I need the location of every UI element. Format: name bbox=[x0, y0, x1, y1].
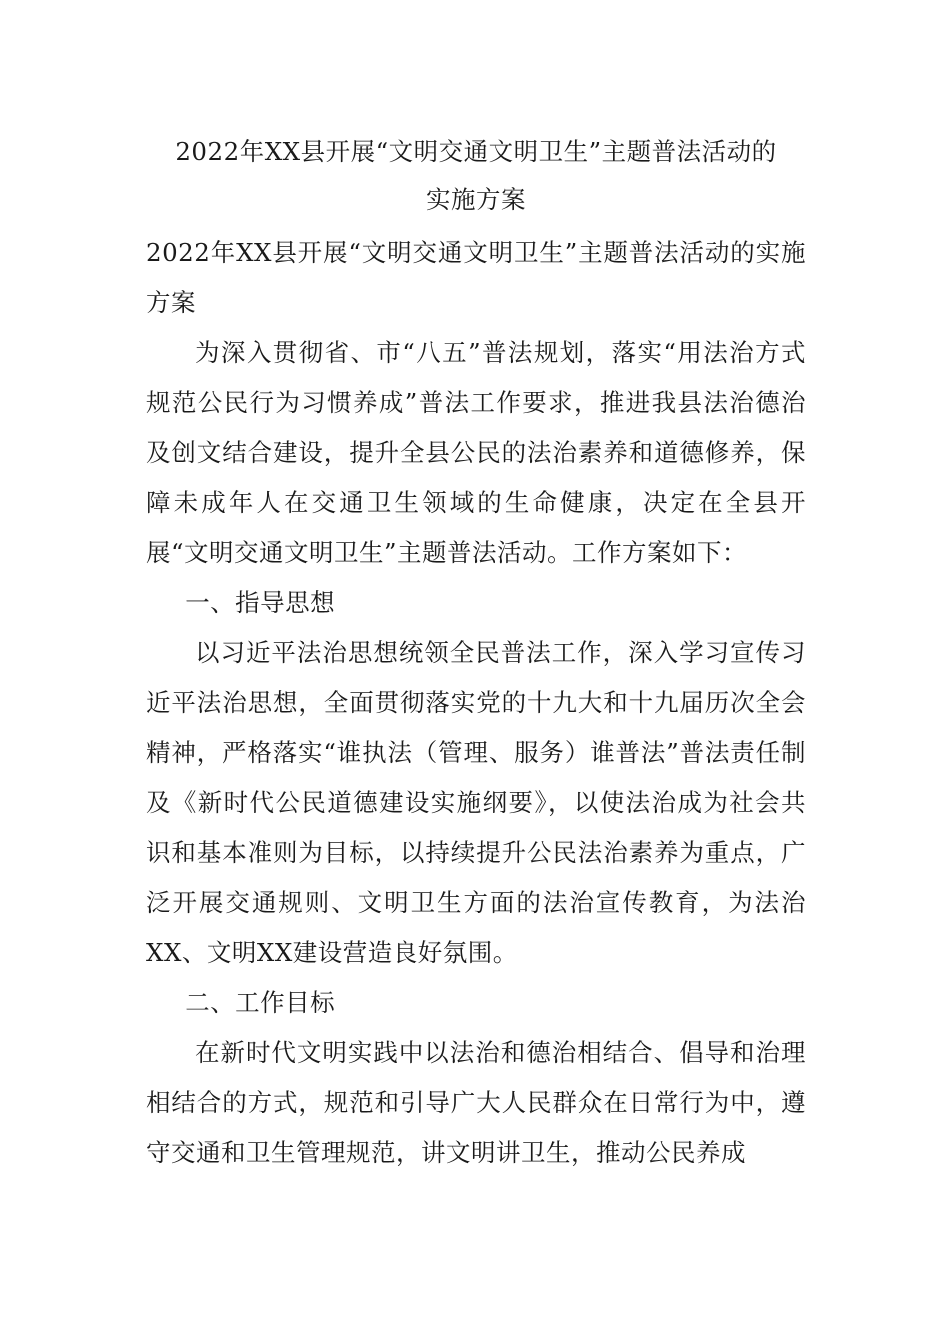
section-body-work-goals: 在新时代文明实践中以法治和德治相结合、倡导和治理相结合的方式，规范和引导广大人民群众在日常行为中，遵守交通和卫生管理规范，讲文明讲卫生，推动公民养成 bbox=[146, 1038, 806, 1167]
section-heading-work-goals: 二、工作目标 bbox=[185, 988, 336, 1017]
intro-paragraph: 为深入贯彻省、市“八五”普法规划，落实“用法治方式规范公民行为习惯养成”普法工作要求，推进我县法治德治及创文结合建设，提升全县公民的法治素养和道德修养，保障未成年人在交通卫生领域的生命健康，决定在全县开展“文明交通文明卫生”主题普法活动。工作方案如下： bbox=[146, 338, 806, 567]
section-heading-guiding-ideology: 一、指导思想 bbox=[185, 588, 336, 617]
title-line-1: 2022年XX县开展“文明交通文明卫生”主题普法活动的 bbox=[175, 137, 777, 166]
document-body bbox=[146, 128, 806, 1178]
title-line-2: 实施方案 bbox=[426, 185, 526, 214]
document-subtitle: 2022年XX县开展“文明交通文明卫生”主题普法活动的实施方案 bbox=[146, 238, 806, 317]
section-body-guiding-ideology: 以习近平法治思想统领全民普法工作，深入学习宣传习近平法治思想，全面贯彻落实党的十九大和十九届历次全会精神，严格落实“谁执法（管理、服务）谁普法”普法责任制及《新时代公民道德建设实施纲要》，以使法治成为社会共识和基本准则为目标，以持续提升公民法治素养为重点，广泛开展交通规则、文明卫生方面的法治宣传教育，为法治XX、文明XX建设营造良好氛围。 bbox=[146, 638, 806, 967]
document-title bbox=[146, 128, 806, 224]
